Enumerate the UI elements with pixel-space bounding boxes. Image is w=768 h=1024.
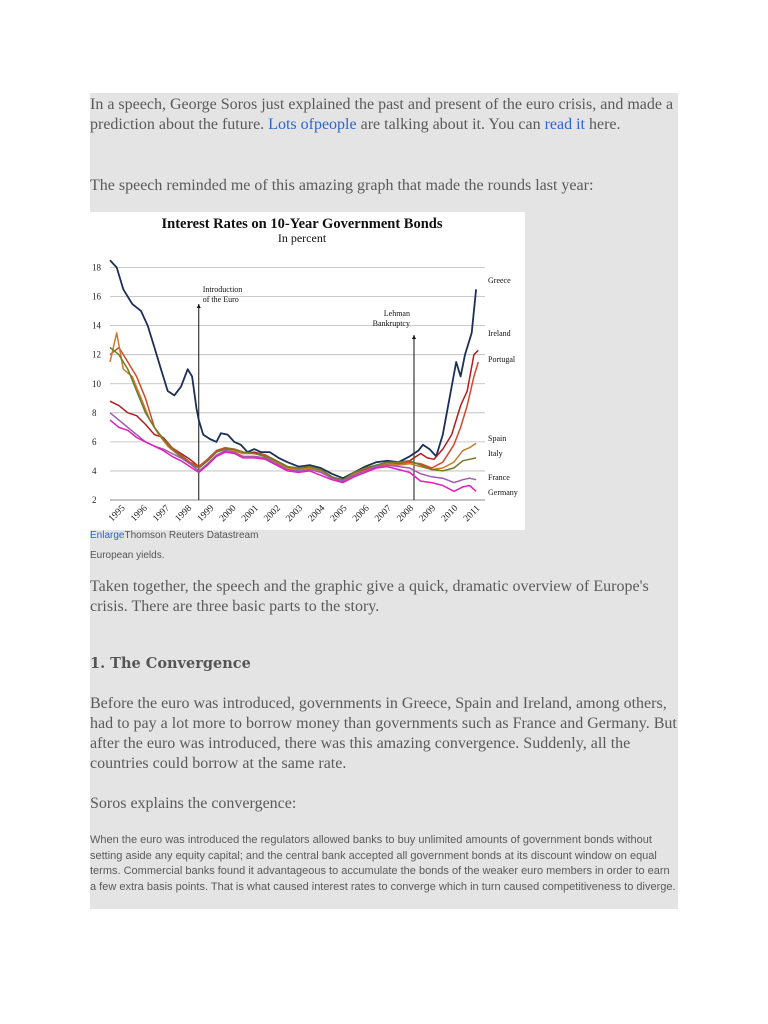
x-tick-label: 1996 — [129, 503, 150, 525]
series-label-ireland: Ireland — [488, 329, 511, 338]
series-label-italy: Italy — [488, 449, 503, 458]
x-tick-label: 2010 — [439, 503, 461, 525]
y-tick-label: 4 — [92, 465, 97, 476]
intro-text-1: In a speech, George Soros just explained the past and present of the euro crisis, and made a prediction about the future. — [90, 96, 674, 133]
chart-title: Interest Rates on 10-Year Government Bonds — [161, 216, 443, 232]
credit-text: Thomson Reuters Datastream — [124, 530, 259, 541]
chart-subtitle: In percent — [277, 231, 327, 245]
x-tick-label: 2005 — [328, 503, 350, 525]
intro-paragraph — [90, 95, 678, 135]
enlarge-link[interactable]: Enlarge — [90, 530, 125, 541]
x-tick-label: 1998 — [173, 503, 195, 525]
chart-caption: European yields. — [90, 550, 165, 561]
intro-text-2: are talking about it. You can — [356, 116, 545, 133]
series-line-portugal — [110, 347, 478, 481]
annotation-label: of the Euro — [202, 295, 239, 304]
series-label-portugal: Portugal — [488, 355, 516, 364]
x-tick-label: 2006 — [351, 503, 372, 525]
series-line-germany — [110, 420, 476, 491]
chart-axes — [92, 263, 485, 525]
series-line-italy — [110, 347, 476, 479]
convergence-paragraph: Before the euro was introduced, governments in Greece, Spain and Ireland, among others, had to pay a lot more to borrow money than governments such as France and Germany. But after the euro was introduced, there was this amazing convergence. Suddenly, all the countries could borrow at the same rate. — [90, 695, 677, 772]
series-label-france: France — [488, 473, 510, 482]
lots-of-people-link[interactable]: Lots ofpeople — [268, 116, 357, 133]
chart-svg — [90, 212, 525, 530]
y-tick-label: 10 — [92, 378, 101, 389]
annotation-label: Bankruptcy — [372, 319, 410, 328]
annotation-arrow — [412, 335, 416, 339]
x-tick-label: 2003 — [284, 503, 306, 525]
annotation-label: Introduction — [202, 285, 243, 294]
y-tick-label: 16 — [92, 291, 101, 302]
x-tick-label: 1997 — [151, 503, 172, 525]
x-tick-label: 1995 — [107, 503, 128, 525]
chart-series — [110, 260, 478, 491]
read-it-link[interactable]: read it — [544, 116, 585, 133]
y-tick-label: 14 — [92, 320, 101, 331]
y-tick-label: 18 — [92, 262, 101, 273]
x-tick-label: 2002 — [262, 503, 283, 525]
chart-series-labels — [488, 276, 518, 497]
x-tick-label: 2008 — [395, 503, 417, 525]
overview-paragraph: Taken together, the speech and the graphic give a quick, dramatic overview of Europe's crisis. There are three basic parts to the story. — [90, 578, 649, 615]
series-label-germany: Germany — [488, 488, 518, 497]
section-heading-convergence: 1. The Convergence — [90, 655, 251, 672]
chart-credit — [90, 530, 258, 541]
series-label-greece: Greece — [488, 276, 511, 285]
series-label-spain: Spain — [488, 434, 507, 443]
x-tick-label: 2011 — [462, 503, 483, 525]
x-tick-label: 2001 — [240, 503, 261, 525]
annotation-arrow — [197, 304, 201, 308]
soros-quote: When the euro was introduced the regulators allowed banks to buy unlimited amounts of government bonds without setting aside any equity capital; and the central bank accepted all government bonds at its discount window on equal terms. Commercial banks found it advantageous to accumulate the bonds of the weaker euro members in order to earn a few extra basis points. That is what caused interest rates to converge which in turn caused competitiveness to diverge. — [90, 834, 676, 893]
soros-explains-paragraph: Soros explains the convergence: — [90, 795, 297, 812]
y-tick-label: 8 — [92, 407, 97, 418]
x-tick-label: 2000 — [217, 503, 239, 525]
series-line-greece — [110, 260, 476, 478]
x-tick-label: 2007 — [373, 503, 394, 525]
y-tick-label: 2 — [92, 495, 97, 505]
y-tick-label: 6 — [92, 436, 97, 447]
x-tick-label: 1999 — [195, 503, 217, 525]
y-tick-label: 12 — [92, 349, 101, 360]
x-tick-label: 2009 — [417, 503, 439, 525]
speech-graph-paragraph: The speech reminded me of this amazing graph that made the rounds last year: — [90, 177, 594, 194]
intro-text-3: here. — [584, 116, 621, 133]
series-line-ireland — [110, 350, 478, 481]
bond-rates-chart — [90, 212, 525, 530]
annotation-label: Lehman — [383, 309, 410, 318]
article-content — [90, 93, 678, 909]
series-line-spain — [110, 333, 476, 481]
x-tick-label: 2004 — [306, 503, 328, 525]
